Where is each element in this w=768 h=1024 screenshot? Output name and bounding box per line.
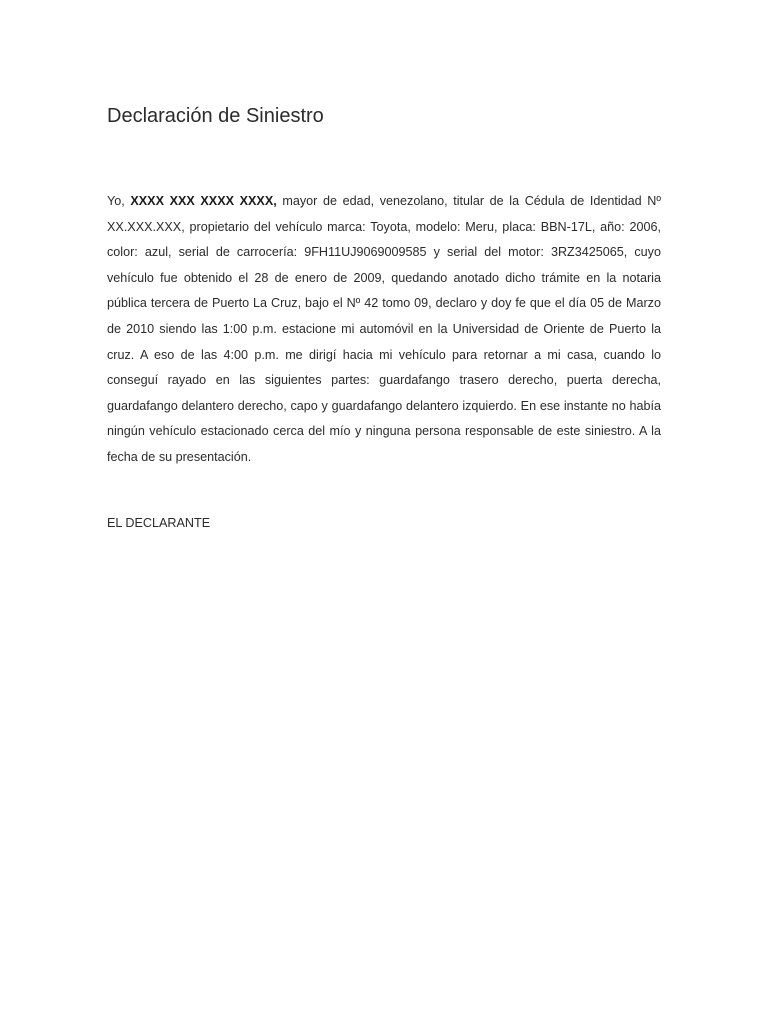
paragraph-text: mayor de edad, venezolano, titular de la Cédula de Identidad Nº XX.XXX.XXX, propietario del vehículo marca: Toyota, modelo: Meru, placa: BBN-17L, año: 2006, color: azul, serial de carrocería: 9FH11UJ9069009585 y serial del motor: 3RZ3425065, cuyo vehículo fue obtenido el 28 de enero de 2009, quedando anotado dicho trámite en la notaria pública tercera de Puerto La Cruz, bajo el Nº 42 tomo 09, declaro y doy fe que el día 05 de Marzo de 2010 siendo las 1:00 p.m. estacione mi automóvil en la Universidad de Oriente de Puerto la cruz. A eso de las 4:00 p.m. me dirigí hacia mi vehículo para retornar a mi casa, cuando lo conseguí rayado en las siguientes partes: guardafango trasero derecho, puerta derecha, guardafango delantero derecho, capo y guardafango delantero izquierdo. En ese instante no había ningún vehículo estacionado cerca del mío y ninguna persona responsable de este siniestro. A la fecha de su presentación. [107,194,661,464]
declarant-name: XXXX XXX XXXX XXXX, [130,194,277,208]
signature-label: EL DECLARANTE [107,516,211,530]
document-title: Declaración de Siniestro [107,105,324,127]
declaration-paragraph [107,189,661,471]
paragraph-prefix: Yo, [107,194,131,208]
